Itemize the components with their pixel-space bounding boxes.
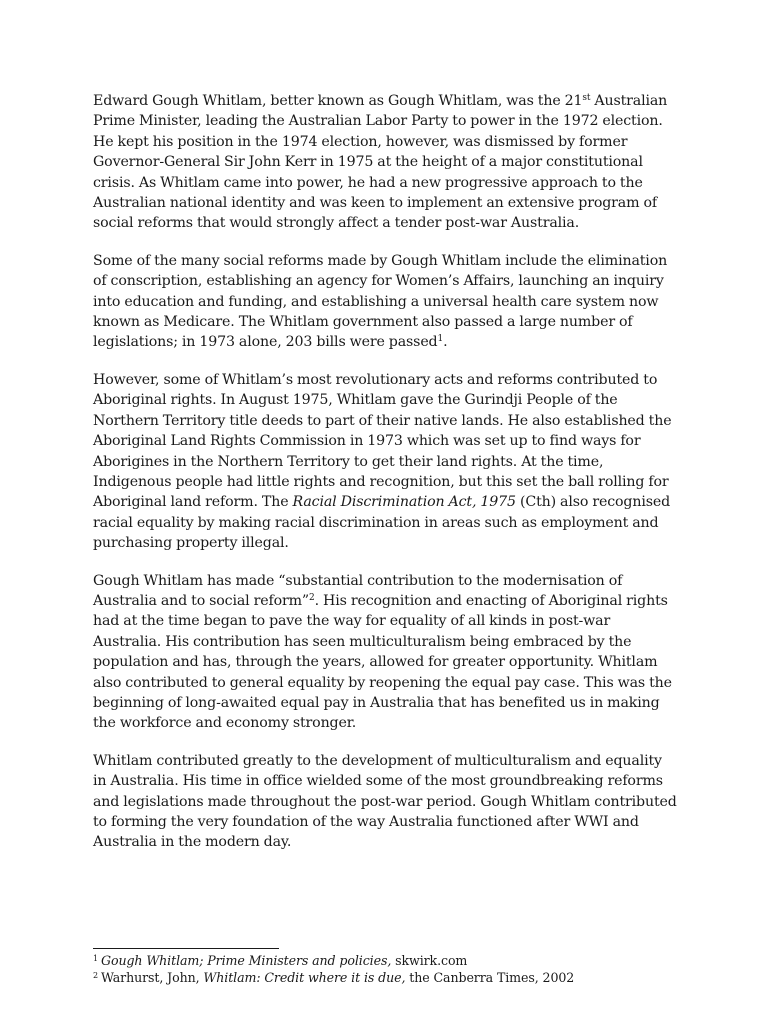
footnote-marker: 2	[93, 971, 98, 980]
document-body	[93, 91, 678, 870]
paragraph-text: Gough Whitlam has made “substantial contribution to the modernisation of Australia and to social reform”	[93, 572, 623, 609]
paragraph-text: Edward Gough Whitlam, better known as Gough Whitlam, was the 21	[93, 93, 583, 109]
paragraph-text: Some of the many social reforms made by Gough Whitlam include the elimination of conscription, establishing an agency for Women’s Affairs, launching an inquiry into education and funding, and establishing a universal health care system now known as Medicare. The Whitlam government also passed a large number of legislations; in 1973 alone, 203 bills were passed	[93, 252, 668, 351]
footnote-source-title: Whitlam: Credit where it is due,	[203, 970, 406, 985]
footnote-divider	[93, 948, 279, 949]
paragraph-conclusion	[93, 751, 678, 853]
paragraph-introduction	[93, 91, 678, 234]
paragraph-text: . His recognition and enacting of Aboriginal rights had at the time began to pave the way for equality of all kinds in post-war Australia. His contribution has seen multiculturalism being embraced by the population and has, through the years, allowed for greater opportunity. Whitlam also contributed to general equality by reopening the equal pay case. This was the beginning of long-awaited equal pay in Australia that has benefited us in making the workforce and economy stronger.	[93, 592, 672, 732]
footnote-text: Warhurst, John,	[101, 970, 204, 985]
paragraph-text: Whitlam contributed greatly to the development of multiculturalism and equality in Australia. His time in office wielded some of the most groundbreaking reforms and legislations made throughout the post-war period. Gough Whitlam contributed to forming the very foundation of the way Australia functioned after WWI and Australia in the modern day.	[93, 752, 677, 851]
paragraph-text: .	[443, 334, 448, 351]
footnotes-section	[93, 948, 678, 986]
paragraph-aboriginal-rights	[93, 370, 678, 554]
paragraph-social-reforms	[93, 251, 678, 353]
paragraph-contribution	[93, 571, 678, 734]
footnote-reference-1[interactable]: 1	[437, 334, 444, 345]
footnote-text: the Canberra Times, 2002	[405, 970, 575, 985]
footnote-marker: 1	[93, 954, 98, 963]
paragraph-text: (Cth) also recognised racial equality by making racial discrimination in areas such as employment and purchasing property illegal.	[93, 494, 671, 552]
footnote-text: skwirk.com	[391, 953, 468, 968]
ordinal-suffix: st	[582, 93, 591, 103]
footnote-2	[93, 969, 678, 986]
footnote-1	[93, 952, 678, 969]
paragraph-text: However, some of Whitlam’s most revolutionary acts and reforms contributed to Aboriginal rights. In August 1975, Whitlam gave the Gurindji People of the Northern Territory title deeds to part of their native lands. He also established the Aboriginal Land Rights Commission in 1973 which was set up to find ways for Aborigines in the Northern Territory to get their land rights. At the time, Indigenous people had little rights and recognition, but this set the ball rolling for Aboriginal land reform. The	[93, 371, 672, 511]
act-title: Racial Discrimination Act, 1975	[292, 494, 516, 511]
footnote-reference-2[interactable]: 2	[309, 592, 315, 603]
paragraph-text: Australian Prime Minister, leading the Australian Labor Party to power in the 1972 election. He kept his position in the 1974 election, however, was dismissed by former Governor-General Sir John Kerr in 1975 at the height of a major constitutional crisis. As Whitlam came into power, he had a new progressive approach to the Australian national identity and was keen to implement an extensive program of social reforms that would strongly affect a tender post-war Australia.	[93, 93, 668, 232]
footnote-source-title: Gough Whitlam; Prime Ministers and policies,	[101, 953, 392, 968]
